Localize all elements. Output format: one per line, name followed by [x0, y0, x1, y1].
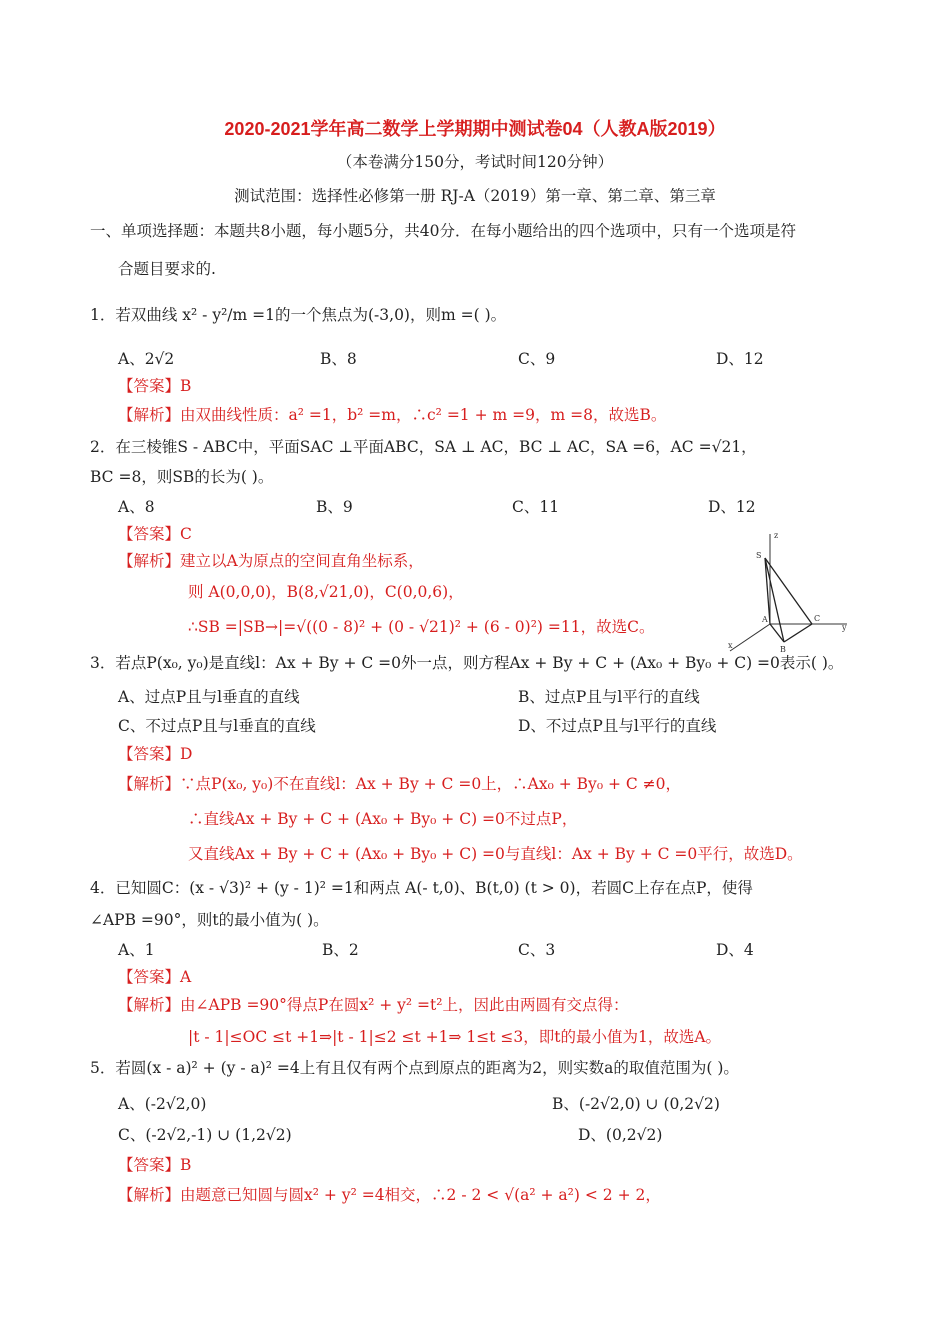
- exam-scope: 测试范围：选择性必修第一册 RJ-A（2019）第一章、第二章、第三章: [234, 187, 716, 205]
- analysis-text: ∵点P(x₀, y₀)不在直线l：Ax + By + C =0上，∴Ax₀ + By₀ + C ≠0，: [180, 775, 682, 793]
- label-b: B: [780, 645, 786, 654]
- analysis-text: 由题意已知圆与圆x² + y² =4相交，∴2 - 2 < √(a² + a²) < 2 + 2，: [180, 1186, 661, 1204]
- analysis-line: [118, 551, 424, 571]
- tetrahedron-figure: [722, 526, 852, 656]
- analysis-text: 又直线Ax + By + C + (Ax₀ + By₀ + C) =0与直线l：Ax + By + C =0平行，故选D。: [188, 845, 803, 863]
- option-a: A、8: [118, 498, 155, 516]
- option-a: A、1: [118, 941, 155, 959]
- analysis-text: ∴直线Ax + By + C + (Ax₀ + By₀ + C) =0不过点P，: [188, 810, 578, 828]
- analysis-text: 建立以A为原点的空间直角坐标系，: [180, 552, 424, 570]
- analysis-line: [118, 995, 628, 1015]
- option-b: B、9: [316, 498, 353, 516]
- analysis-label: 【解析】: [118, 1186, 181, 1204]
- option-a: A、(-2√2,0): [118, 1095, 207, 1113]
- analysis-line: [118, 1185, 661, 1205]
- question-stem-cont: BC =8，则SB的长为( )。: [90, 468, 274, 486]
- label-s: S: [756, 551, 762, 560]
- analysis-text: 由双曲线性质：a² =1，b² =m，∴c² =1 + m =9，m =8，故选B。: [180, 406, 667, 424]
- analysis-text: 则 A(0,0,0)，B(8,√21,0)，C(0,0,6)，: [188, 583, 464, 601]
- question-stem: 3．若点P(x₀, y₀)是直线l：Ax + By + C =0外一点，则方程Ax + By + C + (Ax₀ + By₀ + C) =0表示( )。: [90, 654, 844, 672]
- question-stem: 1．若双曲线 x² - y²/m =1的一个焦点为(-3,0)，则m =( )。: [90, 306, 507, 324]
- option-d: D、(0,2√2): [578, 1126, 663, 1144]
- option-c: C、3: [518, 941, 556, 959]
- label-x: x: [728, 641, 733, 650]
- analysis-text: ∴SB =|SB→|=√((0 - 8)² + (0 - √21)² + (6 - 0)²) =11，故选C。: [188, 618, 655, 636]
- analysis-line: [118, 774, 681, 794]
- option-d: D、4: [716, 941, 754, 959]
- label-a: A: [762, 615, 768, 624]
- label-c: C: [814, 614, 821, 623]
- section-heading: 一、单项选择题：本题共8小题，每小题5分，共40分．在每小题给出的四个选项中，只有一个选项是符: [90, 222, 796, 240]
- analysis-label: 【解析】: [118, 775, 181, 793]
- answer-label: 【答案】: [118, 377, 181, 395]
- analysis-text: |t - 1|≤OC ≤t +1⇒|t - 1|≤2 ≤t +1⇒ 1≤t ≤3，即t的最小值为1，故选A。: [188, 1028, 722, 1046]
- answer-line: [118, 744, 192, 764]
- option-b: B、(-2√2,0) ∪ (0,2√2): [552, 1095, 720, 1113]
- answer-value: B: [180, 1156, 192, 1174]
- section-heading-cont: 合题目要求的.: [118, 260, 216, 278]
- answer-label: 【答案】: [118, 745, 181, 763]
- answer-line: [118, 524, 192, 544]
- option-b: B、8: [320, 350, 357, 368]
- option-c: C、11: [512, 498, 560, 516]
- label-z: z: [774, 531, 779, 540]
- answer-label: 【答案】: [118, 1156, 181, 1174]
- edge-bc: [784, 624, 812, 642]
- option-d: D、12: [716, 350, 764, 368]
- analysis-line: [118, 405, 666, 425]
- x-axis: [730, 624, 770, 651]
- answer-value: A: [180, 968, 192, 986]
- question-stem: 2．在三棱锥S - ABC中，平面SAC ⊥平面ABC，SA ⊥ AC，BC ⊥ AC，SA =6，AC =√21，: [90, 438, 757, 456]
- answer-line: [118, 1155, 191, 1175]
- analysis-label: 【解析】: [118, 996, 181, 1014]
- option-c: C、(-2√2,-1) ∪ (1,2√2): [118, 1126, 292, 1144]
- page-title: 2020-2021学年高二数学上学期期中测试卷04（人教A版2019）: [224, 119, 726, 139]
- question-stem: 5．若圆(x - a)² + (y - a)² =4上有且仅有两个点到原点的距离为2，则实数a的取值范围为( )。: [90, 1059, 739, 1077]
- option-b: B、过点P且与l平行的直线: [518, 688, 700, 706]
- answer-value: D: [180, 745, 193, 763]
- analysis-text: 由∠APB =90°得点P在圆x² + y² =t²上，因此由两圆有交点得：: [180, 996, 629, 1014]
- exam-meta: （本卷满分150分，考试时间120分钟）: [336, 153, 614, 171]
- option-a: A、过点P且与l垂直的直线: [118, 688, 300, 706]
- question-stem-cont: ∠APB =90°，则t的最小值为( )。: [90, 911, 329, 929]
- question-stem: 4．已知圆C：(x - √3)² + (y - 1)² =1和两点 A(- t,0)、B(t,0) (t > 0)，若圆C上存在点P，使得: [90, 879, 753, 897]
- answer-value: B: [180, 377, 192, 395]
- analysis-label: 【解析】: [118, 406, 181, 424]
- option-b: B、2: [322, 941, 359, 959]
- option-c: C、不过点P且与l垂直的直线: [118, 717, 316, 735]
- answer-line: [118, 967, 191, 987]
- answer-value: C: [180, 525, 192, 543]
- answer-line: [118, 376, 191, 396]
- analysis-label: 【解析】: [118, 552, 181, 570]
- option-d: D、不过点P且与l平行的直线: [518, 717, 717, 735]
- answer-label: 【答案】: [118, 968, 181, 986]
- option-d: D、12: [708, 498, 756, 516]
- option-a: A、2√2: [118, 350, 175, 368]
- answer-label: 【答案】: [118, 525, 181, 543]
- option-c: C、9: [518, 350, 556, 368]
- label-y: y: [842, 623, 847, 632]
